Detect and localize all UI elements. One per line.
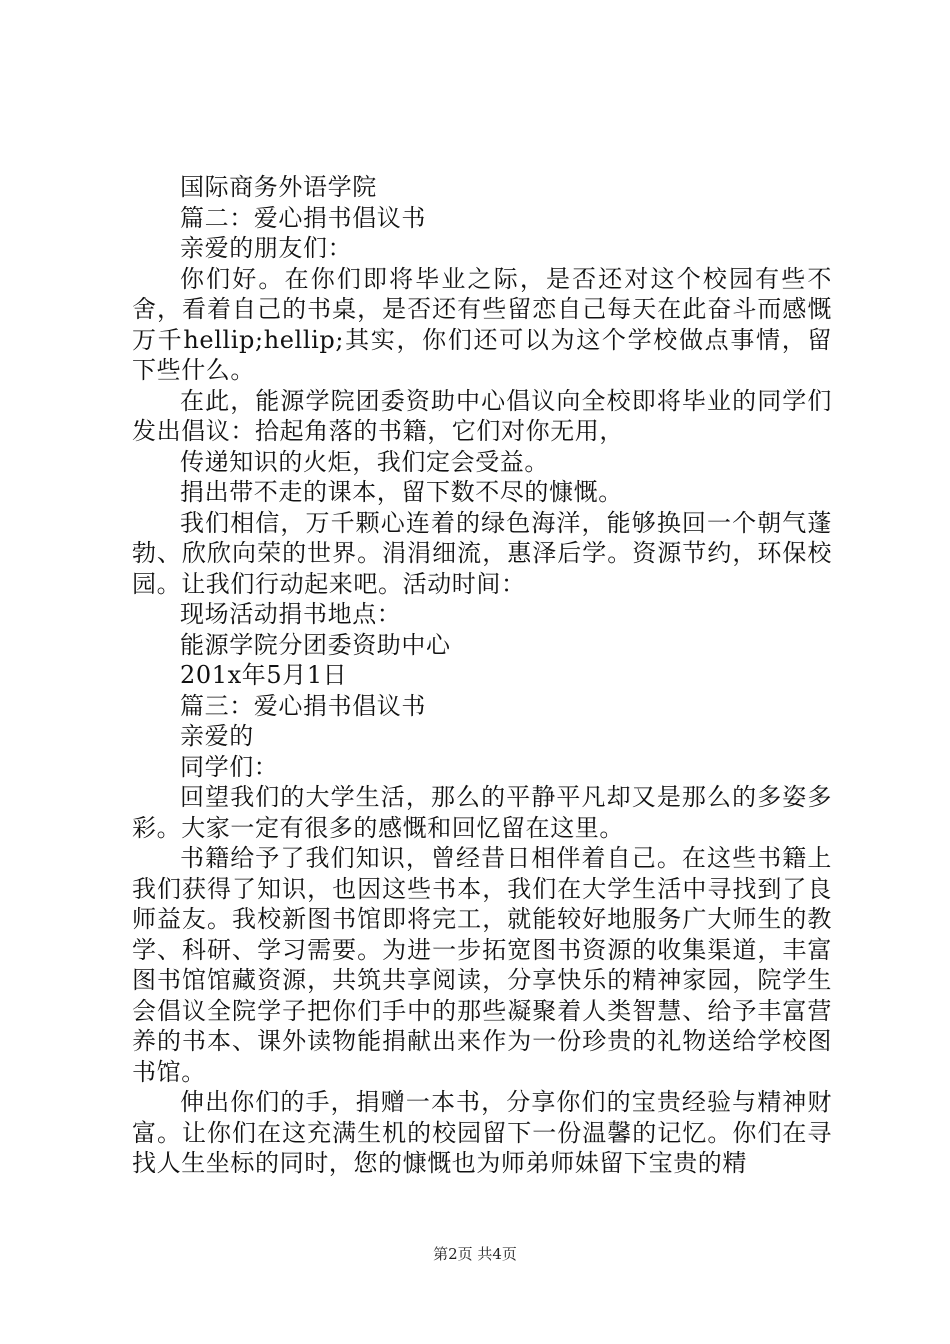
paragraph-graduation: 你们好。在你们即将毕业之际，是否还对这个校园有些不舍，看着自己的书桌，是否还有些留恋自己每天在此奋斗而感慨万千hellip;hellip;其实，你们还可以为这个学校做点事情，留下些什么。 (132, 264, 832, 384)
paragraph-greeting-friends: 亲爱的朋友们： (180, 234, 353, 262)
paragraph-donate-textbooks: 捐出带不走的课本，留下数不尽的慷慨。 (180, 478, 623, 506)
paragraph-books-knowledge: 书籍给予了我们知识，曾经昔日相伴着自己。在这些书籍上我们获得了知识，也因这些书本，我们在大学生活中寻找到了良师益友。我校新图书馆即将完工，就能较好地服务广大师生的教学、科研、学习需要。为进一步拓宽图书资源的收集渠道，丰富图书馆馆藏资源，共筑共享阅读，分享快乐的精神家园，院学生会倡议全院学子把你们手中的那些凝聚着人类智慧、给予丰富营养的书本、课外读物能捐献出来作为一份珍贵的礼物送给学校图书馆。 (132, 844, 832, 1086)
paragraph-classmates: 同学们： (180, 752, 279, 781)
paragraph-dear: 亲爱的 (180, 722, 254, 750)
paragraph-date: 201x年5月1日 (180, 661, 348, 689)
paragraph-organizer: 能源学院分团委资助中心 (180, 630, 451, 659)
page-number-footer: 第2页 共4页 (433, 1245, 517, 1263)
document-body (132, 172, 832, 1179)
paragraph-proposal: 在此，能源学院团委资助中心倡议向全校即将毕业的同学们发出倡议：拾起角落的书籍，它们对你无用， (132, 386, 832, 445)
paragraph-reach-out: 伸出你们的手，捐赠一本书，分享你们的宝贵经验与精神财富。让你们在这充满生机的校园留下一份温馨的记忆。你们在寻找人生坐标的同时，您的慷慨也为师弟师妹留下宝贵的精 (132, 1088, 832, 1177)
paragraph-location: 现场活动捐书地点： (180, 600, 402, 628)
paragraph-college-name: 国际商务外语学院 (180, 173, 377, 201)
paragraph-heading-part-three: 篇三：爱心捐书倡议书 (180, 691, 426, 720)
paragraph-look-back: 回望我们的大学生活，那么的平静平凡却又是那么的多姿多彩。大家一定有很多的感慨和回忆留在这里。 (132, 783, 832, 842)
paragraph-we-believe: 我们相信，万千颗心连着的绿色海洋，能够换回一个朝气蓬勃、欣欣向荣的世界。涓涓细流，惠泽后学。资源节约，环保校园。让我们行动起来吧。活动时间： (132, 508, 832, 598)
paragraph-torch: 传递知识的火炬，我们定会受益。 (180, 447, 549, 476)
paragraph-heading-part-two: 篇二：爱心捐书倡议书 (180, 203, 426, 232)
